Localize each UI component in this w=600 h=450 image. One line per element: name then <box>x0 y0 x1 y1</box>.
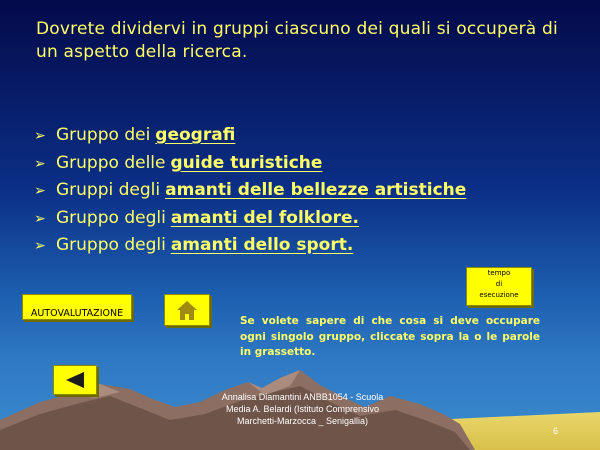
link-guide-turistiche[interactable]: guide turistiche <box>170 152 323 173</box>
arrow-bullet-icon: ➢ <box>34 155 46 172</box>
list-item: ➢ Gruppo dei geografi <box>34 122 466 150</box>
list-item: ➢ Gruppi degli amanti delle bellezze artistiche <box>34 177 466 205</box>
list-item: ➢ Gruppo degli amanti dello sport. <box>34 232 466 260</box>
link-amanti-sport[interactable]: amanti dello sport. <box>170 235 354 255</box>
home-button[interactable] <box>164 294 210 326</box>
page-number: 6 <box>553 426 559 436</box>
slide-title: Dovrete dividervi in gruppi ciascuno dei quali si occuperà di un aspetto della ricerca. <box>36 19 558 62</box>
home-icon <box>165 295 209 325</box>
instructions-text: Se volete sapere di che cosa si deve occupare ogni singolo gruppo, cliccate sopra la o le parole in grassetto. <box>240 315 540 358</box>
arrow-bullet-icon: ➢ <box>34 210 46 227</box>
link-amanti-bellezze-artistiche[interactable]: amanti delle bellezze artistiche <box>165 180 467 200</box>
list-item: ➢ Gruppo degli amanti del folklore. <box>34 205 466 233</box>
link-geografi[interactable]: geografi <box>155 125 236 145</box>
autovalutazione-button[interactable]: AUTOVALUTAZIONE <box>22 294 132 320</box>
back-button[interactable] <box>53 365 97 395</box>
group-list <box>34 122 466 260</box>
author-credit: Annalisa Diamantini ANBB1054 - Scuola Media A. Belardi (Istituto Comprensivo Marchetti-Marzocca _ Senigallia) <box>221 392 384 426</box>
tempo-esecuzione-button[interactable]: tempo di esecuzione <box>466 267 532 306</box>
back-arrow-icon <box>54 366 96 394</box>
arrow-bullet-icon: ➢ <box>34 128 46 144</box>
link-amanti-folklore[interactable]: amanti del folklore. <box>170 207 359 228</box>
arrow-bullet-icon: ➢ <box>34 183 46 199</box>
arrow-bullet-icon: ➢ <box>34 238 46 254</box>
list-item: ➢ Gruppo delle guide turistiche <box>34 150 466 178</box>
